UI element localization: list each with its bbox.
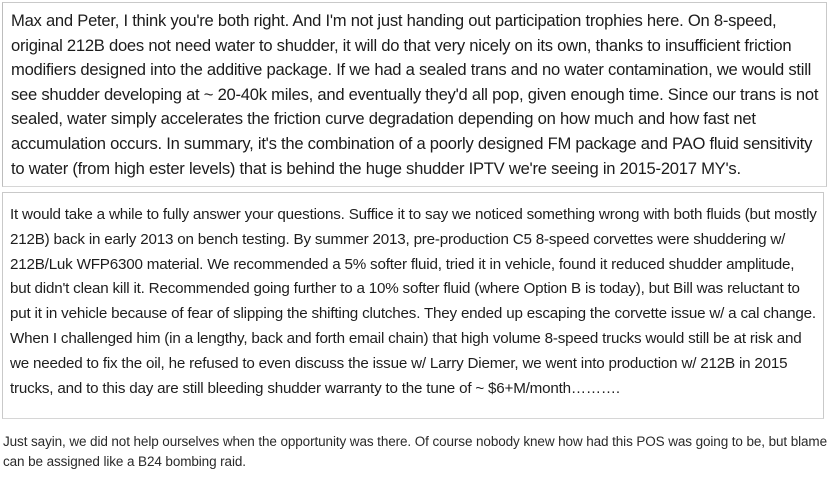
email-excerpt-2 bbox=[2, 192, 824, 419]
excerpt-1-text: Max and Peter, I think you're both right. And I'm not just handing out participation trophies here. On 8-speed, original 212B does not need water to shudder, it will do that very nicely on its own, thanks to insufficient friction modifiers designed into the additive package. If we had a sealed trans and no water contamination, we would still see shudder developing at ~ 20-40k miles, and eventually they'd all pop, given enough time. Since our trans is not sealed, water simply accelerates the friction curve degradation depending on how much and how fast net accumulation occurs. In summary, it's the combination of a poorly designed FM package and PAO fluid sensitivity to water (from high ester levels) that is behind the huge shudder IPTV we're seeing in 2015-2017 MY's. bbox=[11, 11, 819, 178]
excerpt-2-text: It would take a while to fully answer your questions. Suffice it to say we noticed something wrong with both fluids (but mostly 212B) back in early 2013 on bench testing. By summer 2013, pre-production C5 8-speed corvettes were shuddering w/ 212B/Luk WFP6300 material. We recommended a 5% softer fluid, tried it in vehicle, found it reduced shudder amplitude, but didn't clean kill it. Recommended going further to a 10% softer fluid (where Option B is today), but Bill was reluctant to put it in vehicle because of fear of slipping the shifting clutches. They ended up escaping the corvette issue w/ a cal change. When I challenged him (in a lengthy, back and forth email chain) that high volume 8-speed trucks would still be at risk and we needed to fix the oil, he refused to even discuss the issue w/ Larry Diemer, we went into production w/ 212B in 2015 trucks, and to this day are still bleeding shudder warranty to the tune of ~ $6+M/month………. bbox=[10, 206, 817, 397]
email-excerpt-1 bbox=[2, 2, 827, 187]
excerpt-3-text: Just sayin, we did not help ourselves when the opportunity was there. Of course nobody knew how had this POS was going to be, but blame can be assigned like a B24 bombing raid. bbox=[3, 434, 827, 469]
